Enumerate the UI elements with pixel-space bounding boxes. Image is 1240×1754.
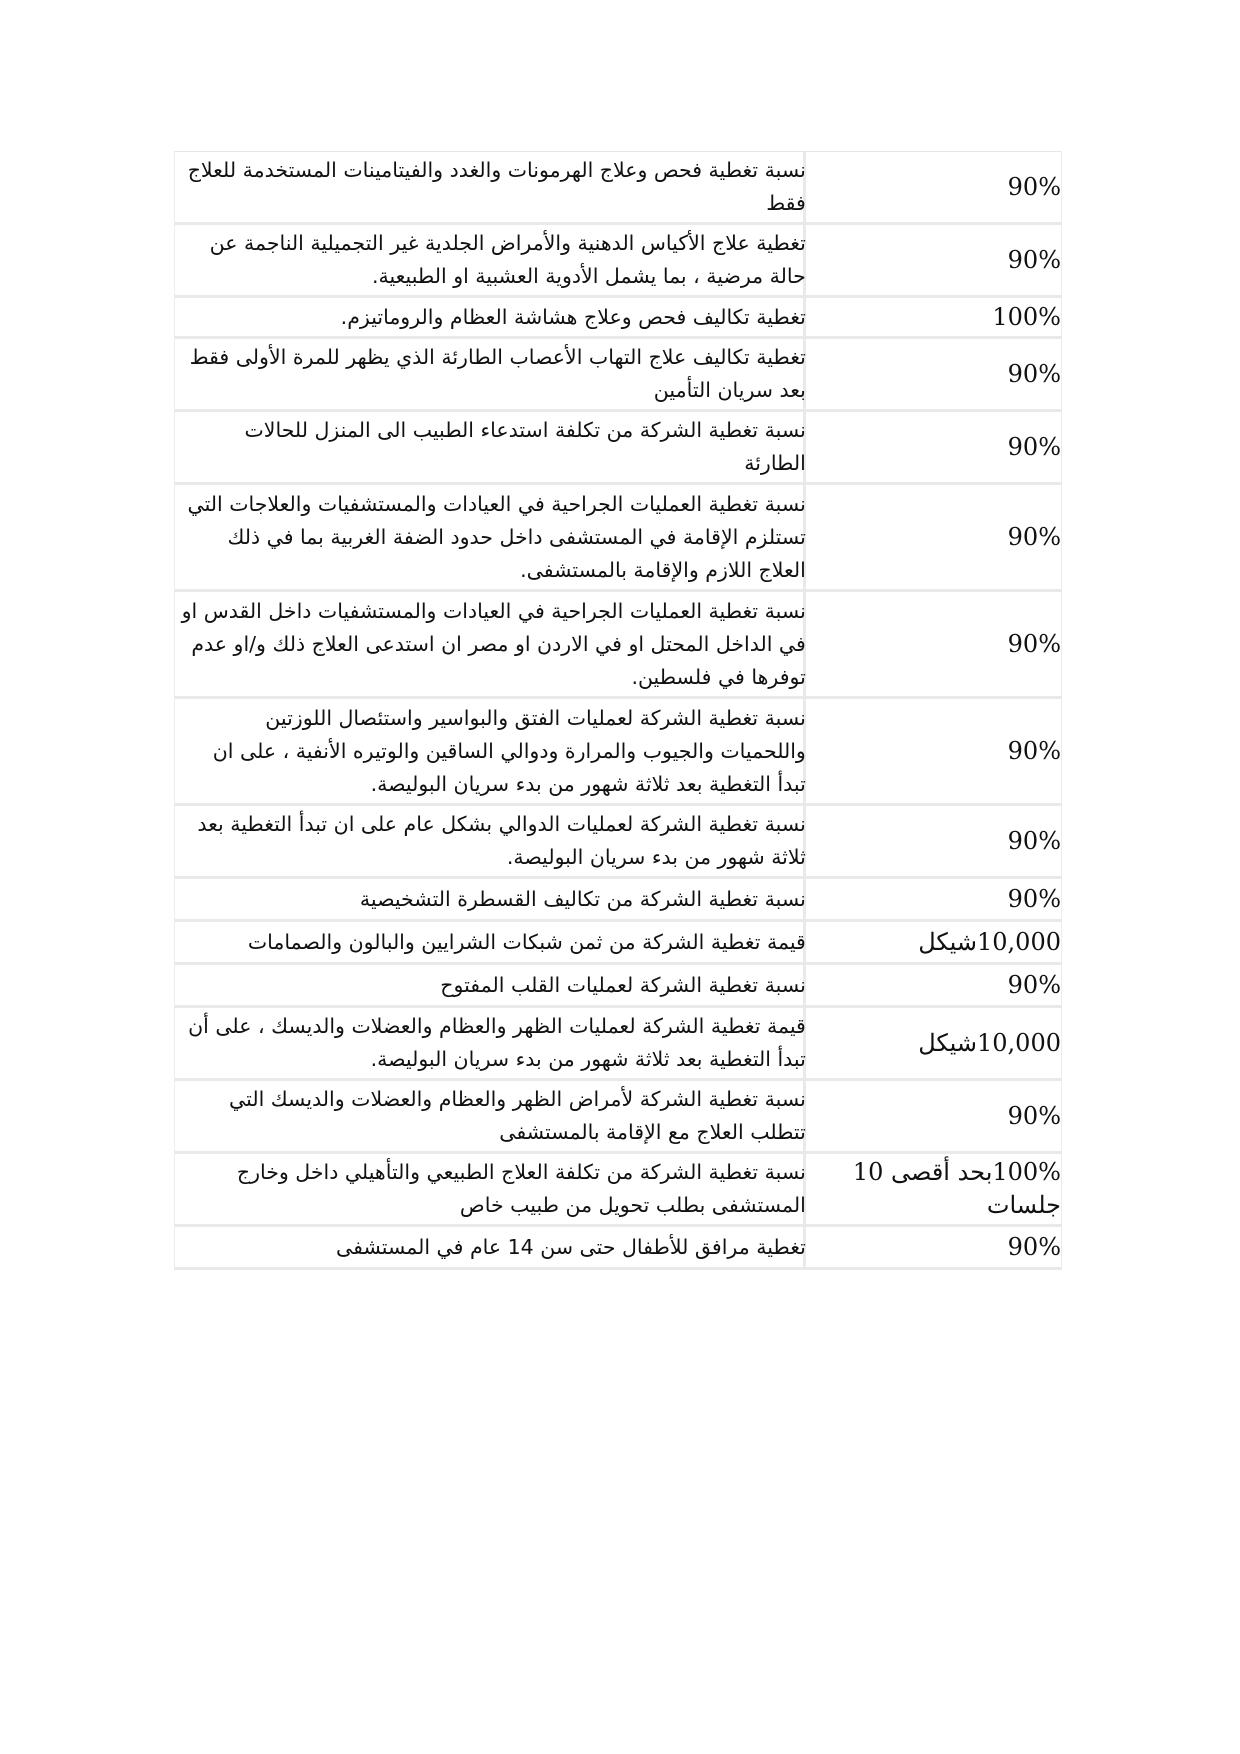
- table-row: [175, 806, 1061, 879]
- coverage-value-text: 90%: [1007, 245, 1061, 274]
- coverage-value: [806, 965, 1061, 1008]
- table-row: [175, 412, 1061, 485]
- coverage-value: [806, 1227, 1061, 1270]
- coverage-description: تغطية مرافق للأطفال حتى سن 14 عام في المستشفى: [175, 1227, 806, 1270]
- coverage-value-text: 90%: [1007, 1101, 1061, 1130]
- coverage-description: نسبة تغطية فحص وعلاج الهرمونات والغدد والفيتامينات المستخدمة للعلاج فقط: [175, 152, 806, 225]
- coverage-table: [174, 151, 1062, 1270]
- table-row: [175, 699, 1061, 806]
- table-row: [175, 298, 1061, 339]
- coverage-description: نسبة تغطية الشركة من تكلفة استدعاء الطبيب الى المنزل للحالات الطارئة: [175, 412, 806, 485]
- coverage-value-text: 90%: [1007, 1232, 1061, 1261]
- coverage-value-text: 100%بحد أقصى 10 جلسات: [852, 1158, 1061, 1219]
- coverage-value-text: 10,000شيكل: [918, 927, 1061, 956]
- coverage-value: [806, 1008, 1061, 1081]
- coverage-description: نسبة تغطية العمليات الجراحية في العيادات والمستشفيات والعلاجات التي تستلزم الإقامة في المستشفى داخل حدود الضفة الغربية بما في ذلك العلاج اللازم والإقامة بالمستشفى.: [175, 485, 806, 592]
- table-row: [175, 225, 1061, 298]
- coverage-description: نسبة تغطية الشركة من تكاليف القسطرة التشخيصية: [175, 879, 806, 922]
- coverage-value-text: 90%: [1007, 172, 1061, 201]
- coverage-description: تغطية علاج الأكياس الدهنية والأمراض الجلدية غير التجميلية الناجمة عن حالة مرضية ، بما يشمل الأدوية العشبية او الطبيعية.: [175, 225, 806, 298]
- coverage-value: [806, 1081, 1061, 1154]
- coverage-value: [806, 1154, 1061, 1227]
- coverage-value: [806, 339, 1061, 412]
- coverage-description: تغطية تكاليف فحص وعلاج هشاشة العظام والروماتيزم.: [175, 298, 806, 339]
- coverage-description: نسبة تغطية العمليات الجراحية في العيادات والمستشفيات داخل القدس او في الداخل المحتل او في الاردن او مصر ان استدعى العلاج ذلك و/او عدم توفرها في فلسطين.: [175, 592, 806, 699]
- table-row: [175, 1081, 1061, 1154]
- table-row: [175, 1008, 1061, 1081]
- coverage-value-text: 10,000شيكل: [918, 1028, 1061, 1057]
- table-row: [175, 339, 1061, 412]
- coverage-description: تغطية تكاليف علاج التهاب الأعصاب الطارئة الذي يظهر للمرة الأولى فقط بعد سريان التأمين: [175, 339, 806, 412]
- table-row: [175, 485, 1061, 592]
- coverage-value-text: 90%: [1007, 884, 1061, 913]
- coverage-value-text: 90%: [1007, 432, 1061, 461]
- coverage-value-text: 90%: [1007, 359, 1061, 388]
- coverage-value-text: 100%: [992, 302, 1061, 331]
- table-row: [175, 592, 1061, 699]
- coverage-description: نسبة تغطية الشركة لعمليات الفتق والبواسير واستئصال اللوزتين واللحميات والجيوب والمرارة ودوالي الساقين والوتيره الأنفية ، على ان تبدأ التغطية بعد ثلاثة شهور من بدء سريان البوليصة.: [175, 699, 806, 806]
- table-row: [175, 1154, 1061, 1227]
- table-row: [175, 965, 1061, 1008]
- coverage-value: [806, 412, 1061, 485]
- coverage-value: [806, 806, 1061, 879]
- coverage-value: [806, 592, 1061, 699]
- coverage-value: [806, 922, 1061, 965]
- table-row: [175, 152, 1061, 225]
- coverage-value: [806, 879, 1061, 922]
- coverage-description: نسبة تغطية الشركة من تكلفة العلاج الطبيعي والتأهيلي داخل وخارج المستشفى بطلب تحويل من طبيب خاص: [175, 1154, 806, 1227]
- coverage-description: نسبة تغطية الشركة لعمليات الدوالي بشكل عام على ان تبدأ التغطية بعد ثلاثة شهور من بدء سريان البوليصة.: [175, 806, 806, 879]
- coverage-value-text: 90%: [1007, 970, 1061, 999]
- coverage-description: قيمة تغطية الشركة لعمليات الظهر والعظام والعضلات والديسك ، على أن تبدأ التغطية بعد ثلاثة شهور من بدء سريان البوليصة.: [175, 1008, 806, 1081]
- coverage-description: نسبة تغطية الشركة لأمراض الظهر والعظام والعضلات والديسك التي تتطلب العلاج مع الإقامة بالمستشفى: [175, 1081, 806, 1154]
- coverage-value: [806, 298, 1061, 339]
- coverage-value-text: 90%: [1007, 736, 1061, 765]
- coverage-value: [806, 485, 1061, 592]
- coverage-value: [806, 152, 1061, 225]
- coverage-value-text: 90%: [1007, 826, 1061, 855]
- coverage-description: نسبة تغطية الشركة لعمليات القلب المفتوح: [175, 965, 806, 1008]
- table-row: [175, 1227, 1061, 1270]
- table-row: [175, 922, 1061, 965]
- coverage-value: [806, 699, 1061, 806]
- coverage-value-text: 90%: [1007, 522, 1061, 551]
- coverage-value-text: 90%: [1007, 629, 1061, 658]
- table-row: [175, 879, 1061, 922]
- coverage-description: قيمة تغطية الشركة من ثمن شبكات الشرايين والبالون والصمامات: [175, 922, 806, 965]
- coverage-value: [806, 225, 1061, 298]
